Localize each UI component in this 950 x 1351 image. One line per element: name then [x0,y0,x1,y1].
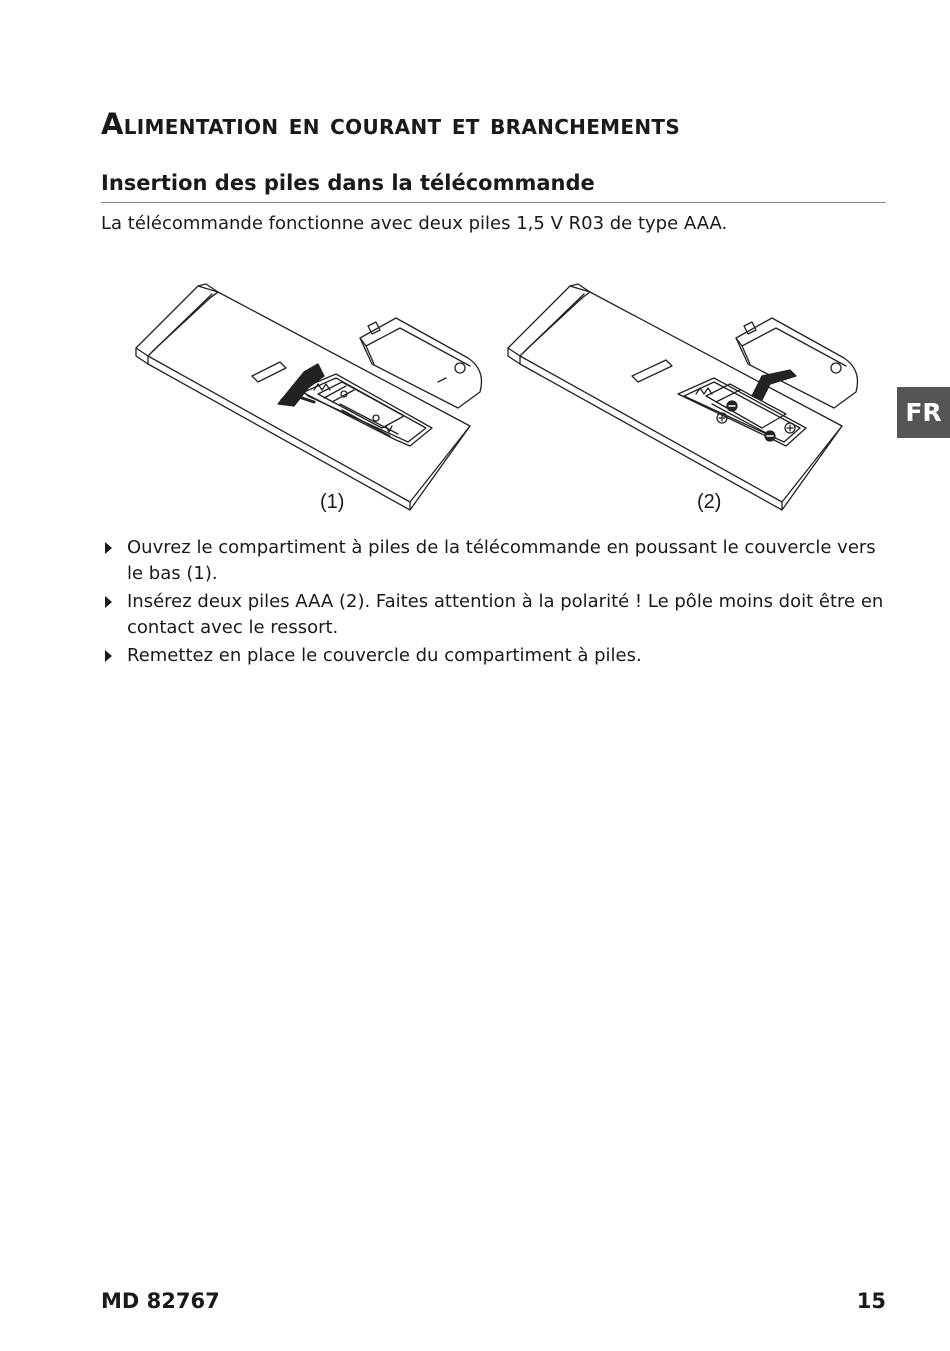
figure-label-1: (1) [320,491,345,513]
step-text: Ouvrez le compartiment à piles de la télécommande en poussant le couvercle vers le bas (1). [127,537,876,584]
language-tab: FR [897,387,950,438]
triangle-bullet-icon [105,542,112,554]
instruction-list [101,535,891,671]
list-item [101,589,891,641]
step-text: Remettez en place le couvercle du compartiment à piles. [127,645,642,666]
page-number: 15 [856,1289,886,1313]
intro-text: La télécommande fonctionne avec deux piles 1,5 V R03 de type AAA. [101,213,728,234]
page-title: Alimentation en courant et branchements [101,107,681,141]
remote-illustration-batteries [508,284,858,510]
step-text: Insérez deux piles AAA (2). Faites attention à la polarité ! Le pôle moins doit être en contact avec le ressort. [127,591,884,638]
footer-model-number: MD 82767 [101,1289,220,1313]
list-item [101,643,891,669]
list-item [101,535,891,587]
heading-divider [101,202,886,203]
battery-insertion-figure [128,278,873,523]
figure-label-2: (2) [697,491,722,513]
section-heading: Insertion des piles dans la télécommande [101,171,595,195]
remote-illustration-open [136,284,482,510]
triangle-bullet-icon [105,596,112,608]
triangle-bullet-icon [105,650,112,662]
